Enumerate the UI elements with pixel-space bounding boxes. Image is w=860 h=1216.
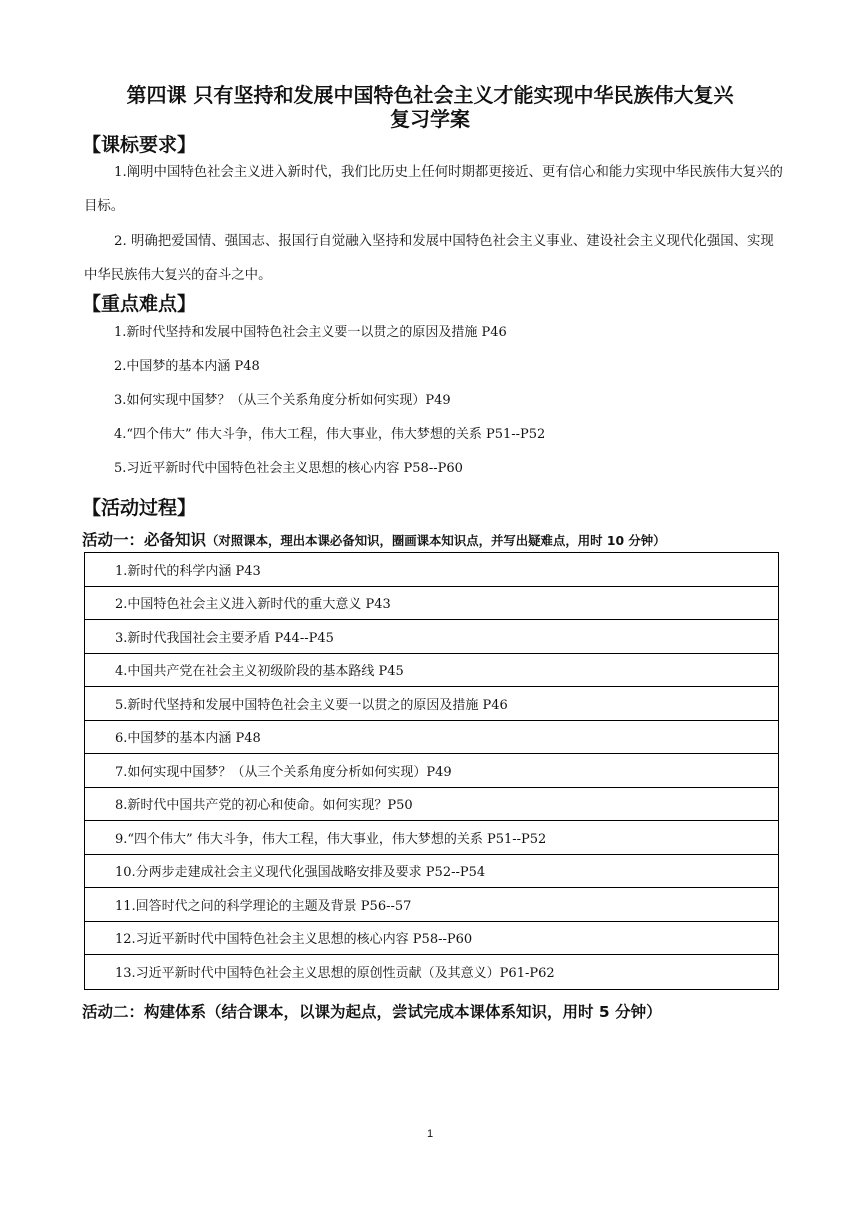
- table-row: 2.中国特色社会主义进入新时代的重大意义 P43: [85, 587, 778, 621]
- key-point-item: 1.新时代坚持和发展中国特色社会主义要一以贯之的原因及措施 P46: [114, 325, 507, 340]
- key-point-item: 4.“四个伟大” 伟大斗争，伟大工程，伟大事业，伟大梦想的关系 P51--P52: [114, 427, 546, 442]
- activity1-heading: [82, 530, 666, 551]
- table-row: 12.习近平新时代中国特色社会主义思想的核心内容 P58--P60: [85, 922, 778, 956]
- table-row: 6.中国梦的基本内涵 P48: [85, 721, 778, 755]
- table-row: 13.习近平新时代中国特色社会主义思想的原创性贡献（及其意义）P61-P62: [115, 966, 555, 982]
- key-point-item: 3.如何实现中国梦？（从三个关系角度分析如何实现）P49: [114, 393, 451, 408]
- table-row: 1.新时代的科学内涵 P43: [85, 553, 778, 587]
- activity1-note: （对照课本，理出本课必备知识，圈画课本知识点，并写出疑难点，用时 10 分钟）: [206, 533, 666, 548]
- page-number: 1: [426, 1128, 434, 1140]
- table-row: 3.新时代我国社会主要矛盾 P44--P45: [85, 620, 778, 654]
- page-subtitle: 复习学案: [390, 107, 470, 131]
- key-point-item: 2.中国梦的基本内涵 P48: [114, 359, 260, 374]
- page-title: 第四课 只有坚持和发展中国特色社会主义才能实现中华民族伟大复兴: [126, 83, 734, 107]
- table-row: 9.“四个伟大” 伟大斗争，伟大工程，伟大事业，伟大梦想的关系 P51--P52: [85, 821, 778, 855]
- table-row: 8.新时代中国共产党的初心和使命。如何实现？P50: [85, 788, 778, 822]
- table-row: 5.新时代坚持和发展中国特色社会主义要一以贯之的原因及措施 P46: [85, 687, 778, 721]
- table-row: 10.分两步走建成社会主义现代化强国战略安排及要求 P52--P54: [85, 855, 778, 889]
- knowledge-table: [84, 552, 779, 990]
- table-row: 4.中国共产党在社会主义初级阶段的基本路线 P45: [85, 654, 778, 688]
- section-heading-process: 【活动过程】: [82, 497, 197, 519]
- section-heading-key-points: 【重点难点】: [82, 293, 197, 315]
- table-row: 11.回答时代之问的科学理论的主题及背景 P56--57: [85, 888, 778, 922]
- standards-paragraph-1: 1.阐明中国特色社会主义进入新时代，我们比历史上任何时期都更接近、更有信心和能力实现中华民族伟大复兴的目标。: [84, 165, 783, 214]
- table-row: 7.如何实现中国梦？（从三个关系角度分析如何实现）P49: [85, 754, 778, 788]
- section-heading-standards: 【课标要求】: [82, 134, 197, 156]
- activity1-label: 活动一：必备知识: [82, 531, 207, 549]
- activity2-heading: 活动二：构建体系（结合课本，以课为起点，尝试完成本课体系知识，用时 5 分钟）: [82, 1003, 662, 1021]
- standards-paragraph-2: 2. 明确把爱国情、强国志、报国行自觉融入坚持和发展中国特色社会主义事业、建设社会主义现代化强国、实现中华民族伟大复兴的奋斗之中。: [84, 234, 774, 283]
- key-point-item: 5.习近平新时代中国特色社会主义思想的核心内容 P58--P60: [114, 461, 463, 476]
